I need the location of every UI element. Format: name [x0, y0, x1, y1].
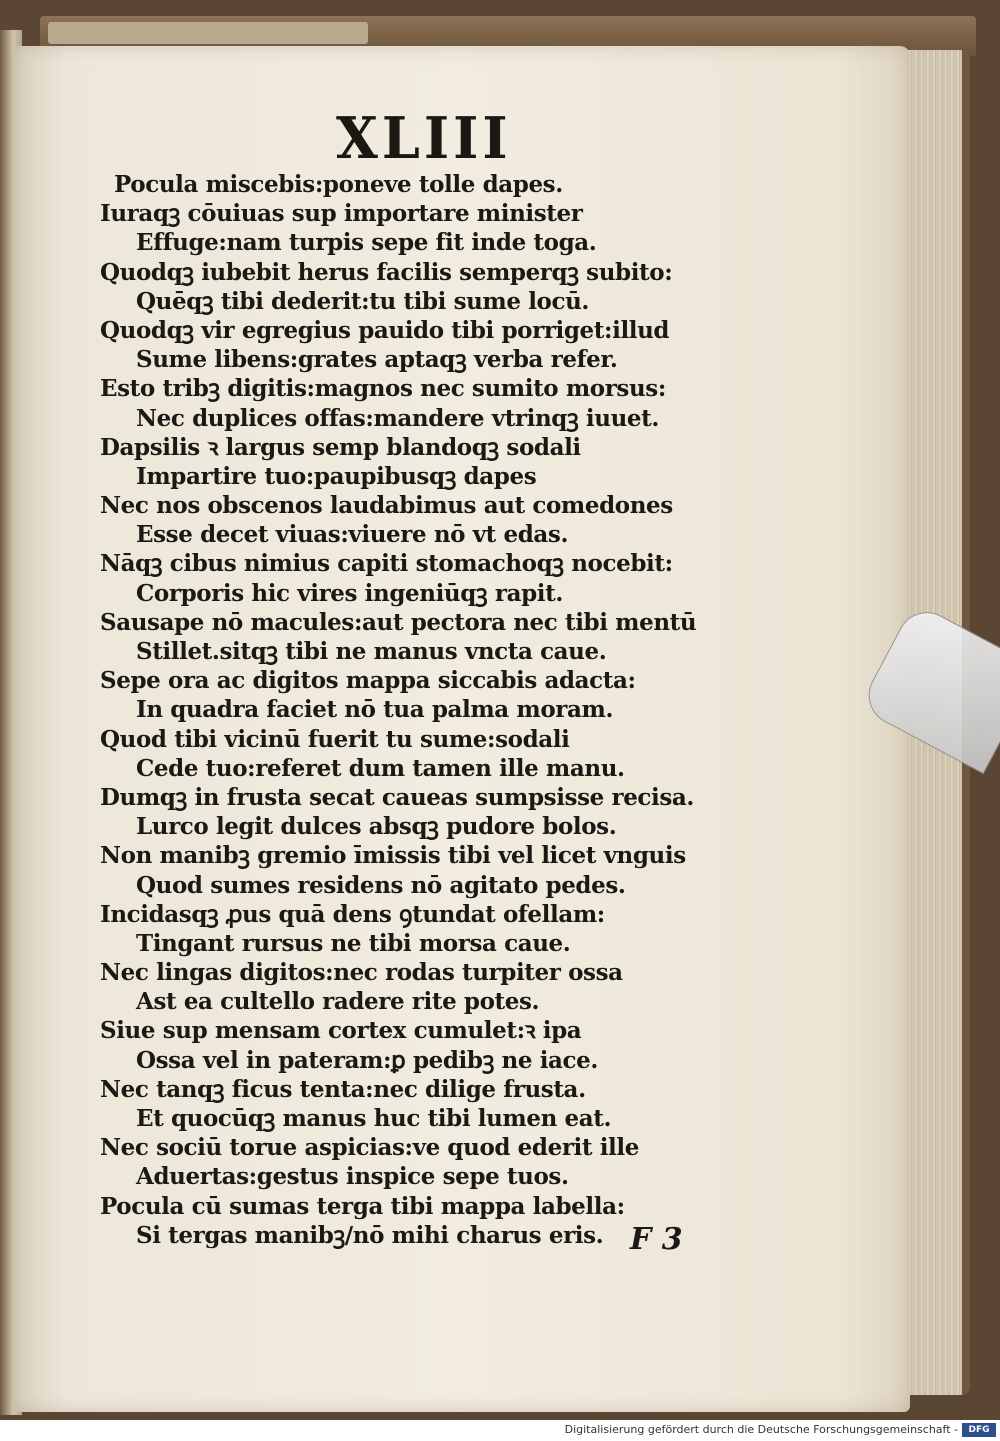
dfg-logo: DFG	[962, 1423, 996, 1437]
footer-credit: Digitalisierung gefördert durch die Deutsche Forschungsgemeinschaft -	[564, 1423, 958, 1436]
verse-line: Incidasqꝫ ꝓus quā dens ꝯtundat ofellam:	[100, 900, 605, 928]
verse-line: Quod tibi vicinū fuerit tu sume:sodali	[100, 725, 570, 753]
verse-line: Quod sumes residens nō agitato pedes.	[136, 871, 626, 899]
verse-line: Quodqꝫ iubebit herus facilis semperqꝫ subito:	[100, 258, 673, 286]
verse-line: Ast ea cultello radere rite potes.	[136, 988, 540, 1016]
verse-line: Nec nos obscenos laudabimus aut comedones	[100, 492, 673, 520]
verse-line: Pocula miscebis:poneve tolle dapes.	[114, 171, 563, 198]
verse-line: Esto tribꝫ digitis:magnos nec sumito morsus:	[100, 375, 666, 403]
verse-line: Quodqꝫ vir egregius pauido tibi porriget:illud	[100, 316, 670, 344]
verse-line: Tingant rursus ne tibi morsa caue.	[136, 929, 571, 957]
verse-line: Effuge:nam turpis sepe fit inde toga.	[136, 229, 597, 257]
verse-line: Sume libens:grates aptaqꝫ verba refer.	[136, 346, 618, 374]
verse-line: Nec sociū torue aspicias:ve quod ederit ille	[100, 1134, 639, 1162]
verse-line: Cede tuo:referet dum tamen ille manu.	[136, 754, 625, 782]
verse-text	[100, 170, 700, 1250]
verse-line: Esse decet viuas:viuere nō vt edas.	[136, 521, 569, 549]
verse-line: Aduertas:gestus inspice sepe tuos.	[136, 1163, 569, 1191]
verse-line: Iuraqꝫ cōuiuas sup importare minister	[100, 200, 583, 228]
verse-line: Pocula cū sumas terga tibi mappa labella:	[100, 1192, 625, 1220]
verse-line: Ossa vel in pateram:ꝑ pedibꝫ ne iace.	[136, 1046, 598, 1074]
verse-line: Si tergas manibꝫ/nō mihi charus eris.	[136, 1221, 604, 1249]
page-heading: XLIII	[336, 104, 512, 172]
verse-line: Quēqꝫ tibi dederit:tu tibi sume locū.	[136, 287, 590, 315]
footer	[0, 1420, 1000, 1441]
verse-line: Sausape nō macules:aut pectora nec tibi mentū	[100, 608, 697, 636]
verse-line: Dumqꝫ in frusta secat caueas sumpsisse recisa.	[100, 783, 695, 811]
verse-line: Corporis hic vires ingeniūqꝫ rapit.	[136, 579, 563, 607]
verse-line: Et quocūqꝫ manus huc tibi lumen eat.	[136, 1105, 612, 1132]
verse-line: Lurco legit dulces absqꝫ pudore bolos.	[136, 813, 617, 841]
verse-line: Impartire tuo:paupibusqꝫ dapes	[136, 462, 537, 490]
verse-line: Nāqꝫ cibus nimius capiti stomachoqꝫ nocebit:	[100, 550, 673, 578]
verse-line: Nec lingas digitos:nec rodas turpiter ossa	[100, 959, 623, 987]
top-paper-strip	[48, 22, 368, 44]
verse-line: In quadra faciet nō tua palma moram.	[136, 696, 614, 724]
verse-line: Dapsilis ꝛ largus semp blandoqꝫ sodali	[100, 433, 581, 461]
verse-line: Sepe ora ac digitos mappa siccabis adacta:	[100, 667, 636, 695]
verse-line: Nec duplices offas:mandere vtrinqꝫ iuuet.	[136, 404, 659, 432]
verse-line: Stillet.sitqꝫ tibi ne manus vncta caue.	[136, 638, 607, 665]
verse-line: Non manibꝫ gremio īmissis tibi vel licet vnguis	[100, 842, 686, 870]
signature-mark: F 3	[630, 1222, 683, 1257]
verse-line: Nec tanqꝫ ficus tenta:nec dilige frusta.	[100, 1075, 586, 1103]
verse-line: Siue sup mensam cortex cumulet:ꝛ ipa	[100, 1017, 582, 1045]
